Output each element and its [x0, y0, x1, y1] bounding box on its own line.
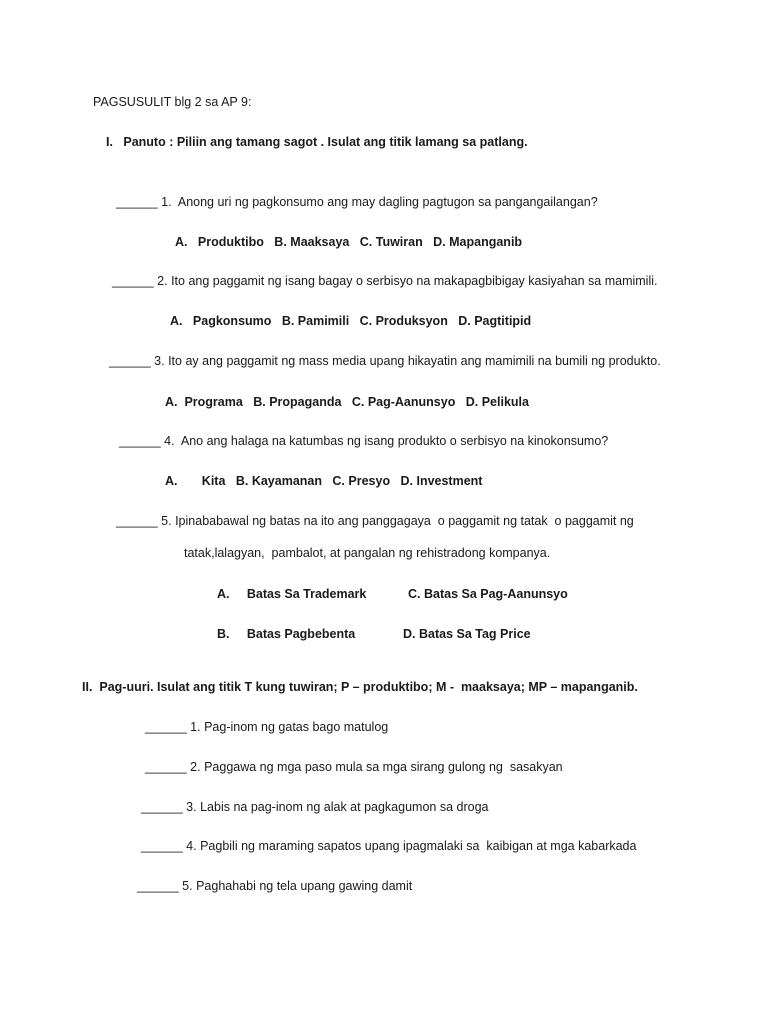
- question-4-choices: A. Kita B. Kayamanan C. Presyo D. Investment: [165, 474, 483, 488]
- question-3-choices: A. Programa B. Propaganda C. Pag-Aanunsyo D. Pelikula: [165, 395, 529, 409]
- question-5-continued: tatak,lalagyan, pambalot, at pangalan ng rehistradong kompanya.: [184, 546, 551, 560]
- part1-instructions: I. Panuto : Piliin ang tamang sagot . Isulat ang titik lamang sa patlang.: [106, 135, 528, 149]
- question-1: ______ 1. Anong uri ng pagkonsumo ang may dagling pagtugon sa pangangailangan?: [116, 195, 598, 209]
- part2-item-2: ______ 2. Paggawa ng mga paso mula sa mga sirang gulong ng sasakyan: [145, 760, 563, 774]
- part2-item-4: ______ 4. Pagbili ng maraming sapatos upang ipagmalaki sa kaibigan at mga kabarkada: [141, 839, 637, 853]
- question-5-choice-a: A. Batas Sa Trademark: [217, 587, 367, 601]
- part2-item-3: ______ 3. Labis na pag-inom ng alak at pagkagumon sa droga: [141, 800, 489, 814]
- question-2: ______ 2. Ito ang paggamit ng isang bagay o serbisyo na makapagbibigay kasiyahan sa mamimili.: [112, 274, 658, 288]
- question-3: ______ 3. Ito ay ang paggamit ng mass media upang hikayatin ang mamimili na bumili ng produkto.: [109, 354, 661, 368]
- question-5: ______ 5. Ipinababawal ng batas na ito ang panggagaya o paggamit ng tatak o paggamit ng: [116, 514, 634, 528]
- page-title: PAGSUSULIT blg 2 sa AP 9:: [93, 95, 252, 109]
- question-4: ______ 4. Ano ang halaga na katumbas ng isang produkto o serbisyo na kinokonsumo?: [119, 434, 609, 448]
- question-2-choices: A. Pagkonsumo B. Pamimili C. Produksyon D. Pagtitipid: [170, 314, 532, 328]
- question-5-choice-b: B. Batas Pagbebenta: [217, 627, 356, 641]
- question-5-choice-c: C. Batas Sa Pag-Aanunsyo: [408, 587, 568, 601]
- part2-item-1: ______ 1. Pag-inom ng gatas bago matulog: [145, 720, 389, 734]
- question-1-choices: A. Produktibo B. Maaksaya C. Tuwiran D. Mapanganib: [175, 235, 523, 249]
- part2-item-5: ______ 5. Paghahabi ng tela upang gawing damit: [137, 879, 413, 893]
- question-5-choice-d: D. Batas Sa Tag Price: [403, 627, 531, 641]
- part2-instructions: II. Pag-uuri. Isulat ang titik T kung tuwiran; P – produktibo; M - maaksaya; MP – mapanganib.: [82, 680, 638, 694]
